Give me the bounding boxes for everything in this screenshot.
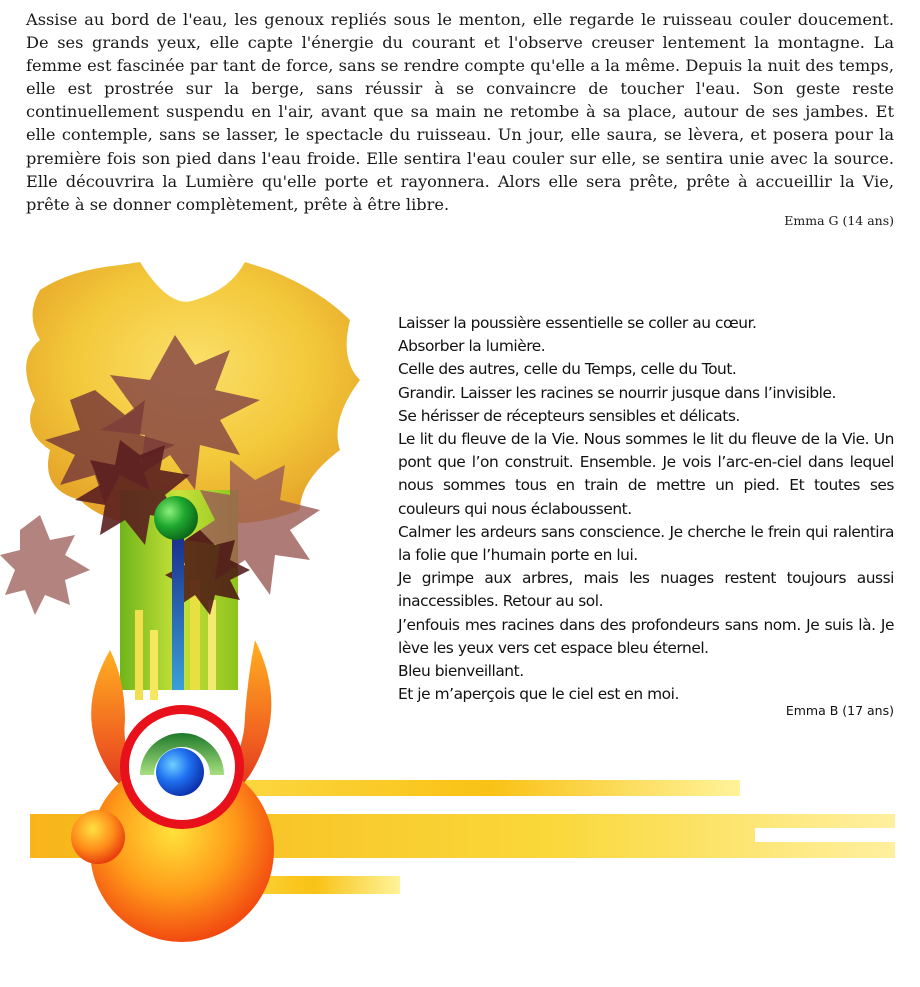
poem [398,312,894,706]
poem-line: Laisser la poussière essentielle se coller au cœur. [398,314,757,332]
prose-text: Assise au bord de l'eau, les genoux repliés sous le menton, elle regarde le ruisseau couler doucement. De ses grands yeux, elle capte l'énergie du courant et l'observe creuser lentement la montagne. La femme est fascinée par tant de force, sans se rendre compte qu'elle a la même. Depuis la nuit des temps, elle est prostrée sur la berge, sans réussir à se convaincre de toucher l'eau. Son geste reste continuellement suspendu en l'air, avant que sa main ne retombe à sa place, autour de ses jambes. Et elle contemple, sans se lasser, le spectacle du ruisseau. Un jour, elle saura, se lèvera, et posera pour la première fois son pied dans l'eau froide. Elle sentira l'eau couler sur elle, se sentira unie avec la source. Elle découvrira la Lumière qu'elle porte et rayonnera. Alors elle sera prête, prête à accueillir la Vie, prête à se donner complètement, prête à être libre. [26,10,894,214]
poem-line: Le lit du fleuve de la Vie. Nous sommes le lit du fleuve de la Vie. Un pont que l’on construit. Ensemble. Je vois l’arc-en-ciel dans lequel nous sommes tous en train de mettre un pied. Et toutes ses couleurs qui nous éclaboussent. [398,430,894,518]
poem-line: Bleu bienveillant. [398,662,524,681]
poem-line: Celle des autres, celle du Temps, celle du Tout. [398,360,737,379]
green-ball [154,496,198,540]
blue-rod [172,530,184,690]
poem-line: Je grimpe aux arbres, mais les nuages restent toujours aussi inaccessibles. Retour au sol. [398,569,894,611]
poem-line: Grandir. Laisser les racines se nourrir jusque dans l’invisible. [398,383,836,402]
small-orange-ball [71,810,125,864]
prose-signature: Emma G (14 ans) [784,213,894,228]
eye [120,705,244,829]
poem-line: Se hérisser de récepteurs sensibles et délicats. [398,406,740,425]
prose-paragraph [26,8,894,216]
poem-signature: Emma B (17 ans) [785,703,894,718]
poem-line: Et je m’aperçois que le ciel est en moi. [398,685,679,704]
poem-line: Absorber la lumière. [398,337,546,356]
poem-line: Calmer les ardeurs sans conscience. Je cherche le frein qui ralentira la folie que l’humain porte en lui. [398,522,894,565]
poem-line: J’enfouis mes racines dans des profondeurs sans nom. Je suis là. Je lève les yeux vers cet espace bleu éternel. [398,615,894,657]
